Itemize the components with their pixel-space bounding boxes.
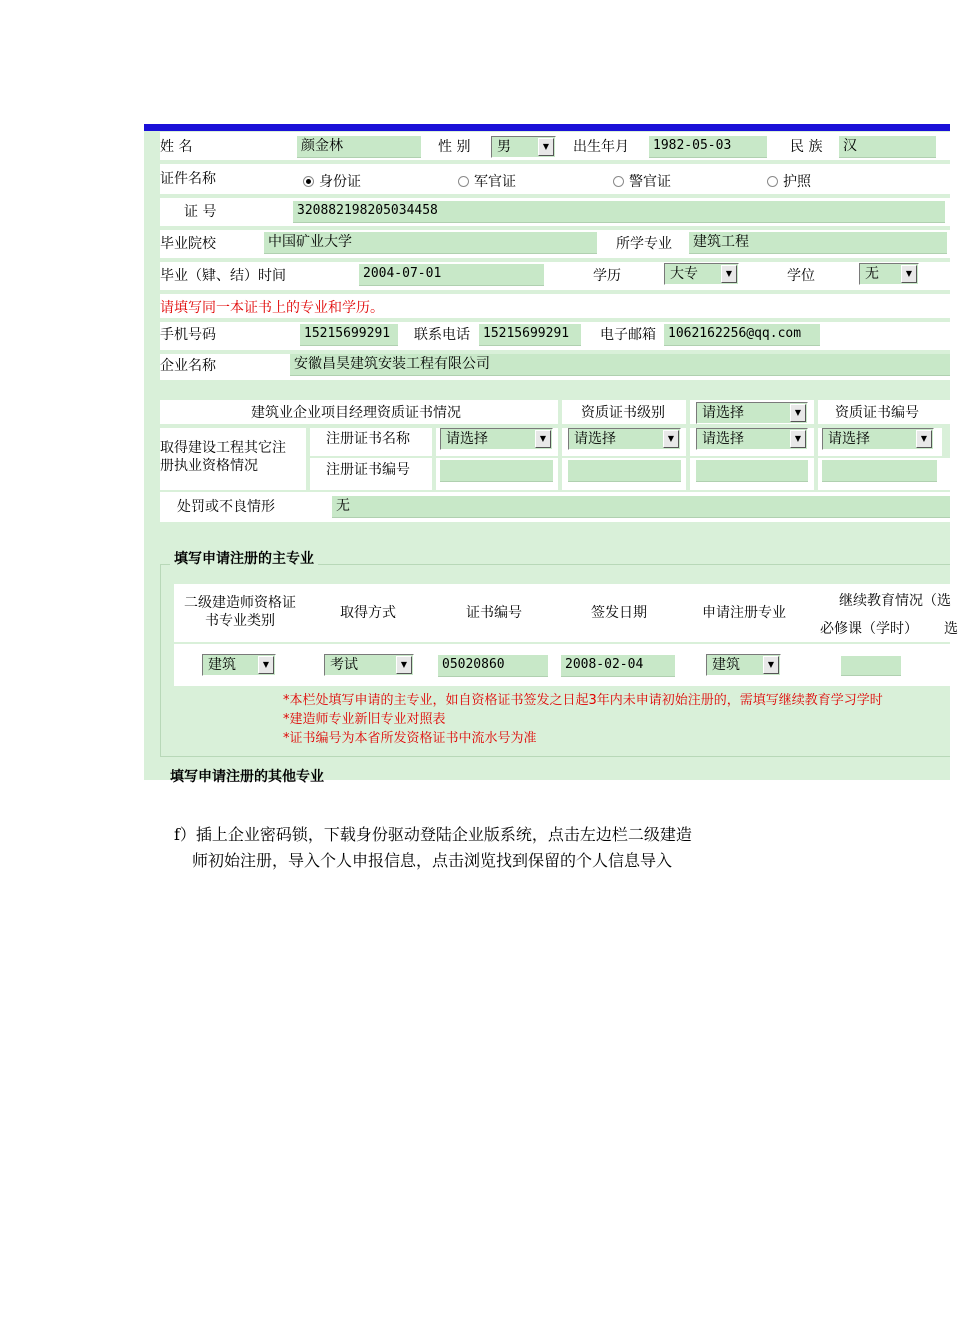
penalty-field[interactable]: 无 xyxy=(332,496,950,518)
id-type-label: 证件名称 xyxy=(160,171,216,187)
header-cert-no: 证书编号 xyxy=(466,605,522,621)
reg-cert-name-value: 请选择 xyxy=(446,431,488,447)
dropdown-arrow-icon[interactable]: ▼ xyxy=(790,430,806,448)
issue-date-field[interactable]: 2008-02-04 xyxy=(561,655,675,677)
reg-cert-no-field[interactable] xyxy=(440,460,553,482)
radio-icon[interactable] xyxy=(767,176,778,187)
id-type-option: 护照 xyxy=(783,174,811,190)
mobile-label: 手机号码 xyxy=(160,327,216,343)
ethnicity-field[interactable]: 汉 xyxy=(839,136,936,158)
gender-select[interactable] xyxy=(491,136,556,158)
gender-value: 男 xyxy=(497,139,511,155)
birth-label: 出生年月 xyxy=(573,139,629,155)
id-no-field[interactable]: 320882198205034458 xyxy=(293,201,945,223)
registration-form-screenshot xyxy=(144,124,958,785)
mobile-field[interactable]: 15215699291 xyxy=(300,324,398,346)
reg-cert-name-select[interactable] xyxy=(568,428,681,450)
reg-cert-name-select[interactable] xyxy=(822,428,934,450)
major-label: 所学专业 xyxy=(616,236,672,252)
reg-major-value: 建筑 xyxy=(712,657,740,673)
dropdown-arrow-icon[interactable]: ▼ xyxy=(721,265,737,283)
grad-field[interactable]: 2004-07-01 xyxy=(359,264,544,286)
degree-value: 无 xyxy=(865,266,879,282)
note-cert-no: *证书编号为本省所发资格证书中流水号为准 xyxy=(283,731,537,746)
dropdown-arrow-icon[interactable]: ▼ xyxy=(763,656,779,674)
dropdown-arrow-icon[interactable]: ▼ xyxy=(663,430,679,448)
cert-no-field[interactable]: 05020860 xyxy=(438,655,548,677)
radio-icon[interactable] xyxy=(613,176,624,187)
reg-cert-name-select[interactable] xyxy=(440,428,553,450)
penalty-label: 处罚或不良情形 xyxy=(177,499,275,515)
caption-line-2: 师初始注册，导入个人申报信息，点击浏览找到保留的个人信息导入 xyxy=(192,851,673,870)
degree-label: 学位 xyxy=(787,268,815,284)
email-label: 电子邮箱 xyxy=(600,327,656,343)
cert-level-select[interactable] xyxy=(696,402,808,424)
edu-value: 大专 xyxy=(670,266,698,282)
other-major-title: 填写申请注册的其他专业 xyxy=(170,769,324,785)
phone-field[interactable]: 15215699291 xyxy=(479,324,581,346)
dropdown-arrow-icon[interactable]: ▼ xyxy=(916,430,932,448)
caption-line-1: f）插上企业密码锁，下载身份驱动登陆企业版系统，点击左边栏二级建造 xyxy=(174,825,692,844)
reg-cert-name-select[interactable] xyxy=(696,428,808,450)
header-required-hours: 必修课（学时） xyxy=(820,621,918,637)
grad-label: 毕业（肄、结）时间 xyxy=(160,268,286,284)
school-field[interactable]: 中国矿业大学 xyxy=(264,232,597,254)
required-hours-field[interactable] xyxy=(841,656,901,676)
reg-cert-no-label: 注册证书编号 xyxy=(326,462,410,478)
header-reg-major: 申请注册专业 xyxy=(702,605,786,621)
instruction-caption xyxy=(174,822,834,874)
method-select[interactable] xyxy=(324,654,414,676)
cert-no-label: 资质证书编号 xyxy=(835,405,919,421)
major-field[interactable]: 建筑工程 xyxy=(689,232,947,254)
reg-major-select[interactable] xyxy=(706,654,781,676)
dropdown-arrow-icon[interactable]: ▼ xyxy=(538,138,554,156)
dropdown-arrow-icon[interactable]: ▼ xyxy=(535,430,551,448)
main-major-title: 填写申请注册的主专业 xyxy=(170,548,318,568)
birth-field[interactable]: 1982-05-03 xyxy=(649,136,767,158)
company-label: 企业名称 xyxy=(160,358,216,374)
cert-level-label: 资质证书级别 xyxy=(581,405,665,421)
header-elective: 选 xyxy=(944,621,958,637)
id-no-label: 证 号 xyxy=(184,204,217,220)
category-value: 建筑 xyxy=(208,657,236,673)
header-continuing-edu: 继续教育情况（选 xyxy=(839,593,951,609)
reg-cert-no-field[interactable] xyxy=(568,460,681,482)
edu-select[interactable] xyxy=(664,263,739,285)
gender-label: 性 别 xyxy=(438,139,471,155)
radio-icon[interactable] xyxy=(303,176,314,187)
warning-text: 请填写同一本证书上的专业和学历。 xyxy=(160,300,384,316)
header-issue-date: 签发日期 xyxy=(591,605,647,621)
dropdown-arrow-icon[interactable]: ▼ xyxy=(901,265,917,283)
dropdown-arrow-icon[interactable]: ▼ xyxy=(790,404,806,422)
degree-select[interactable] xyxy=(859,263,919,285)
reg-cert-name-label: 注册证书名称 xyxy=(326,431,410,447)
school-label: 毕业院校 xyxy=(160,236,216,252)
reg-cert-name-value: 请选择 xyxy=(828,431,870,447)
header-category: 二级建造师资格证书专业类别 xyxy=(184,595,296,629)
header-method: 取得方式 xyxy=(340,605,396,621)
reg-cert-name-value: 请选择 xyxy=(574,431,616,447)
name-label: 姓 名 xyxy=(160,139,193,155)
email-field[interactable]: 1062162256@qq.com xyxy=(664,324,820,346)
edu-label: 学历 xyxy=(593,268,621,284)
method-value: 考试 xyxy=(330,657,358,673)
title-bar xyxy=(144,124,950,131)
group-border xyxy=(160,564,161,756)
other-reg-label: 取得建设工程其它注册执业资格情况 xyxy=(160,440,286,474)
id-type-option: 军官证 xyxy=(474,174,516,190)
name-field[interactable]: 颜金林 xyxy=(297,136,421,158)
pm-cert-label: 建筑业企业项目经理资质证书情况 xyxy=(251,405,461,421)
reg-cert-no-field[interactable] xyxy=(822,460,937,482)
id-type-option: 警官证 xyxy=(629,174,671,190)
note-major-mapping[interactable]: *建造师专业新旧专业对照表 xyxy=(283,712,446,727)
category-select[interactable] xyxy=(202,654,276,676)
radio-icon[interactable] xyxy=(458,176,469,187)
dropdown-arrow-icon[interactable]: ▼ xyxy=(258,656,274,674)
dropdown-arrow-icon[interactable]: ▼ xyxy=(396,656,412,674)
reg-cert-name-value: 请选择 xyxy=(702,431,744,447)
group-border xyxy=(160,756,950,757)
cert-level-value: 请选择 xyxy=(702,405,744,421)
row-id-type xyxy=(160,164,950,194)
reg-cert-no-field[interactable] xyxy=(696,460,808,482)
note-main-major: *本栏处填写申请的主专业，如自资格证书签发之日起3年内未申请初始注册的，需填写继续教育学习学时 xyxy=(283,693,883,708)
ethnicity-label: 民 族 xyxy=(790,139,823,155)
company-field[interactable]: 安徽昌昊建筑安装工程有限公司 xyxy=(290,354,950,376)
id-type-option: 身份证 xyxy=(319,174,361,190)
phone-label: 联系电话 xyxy=(414,327,470,343)
